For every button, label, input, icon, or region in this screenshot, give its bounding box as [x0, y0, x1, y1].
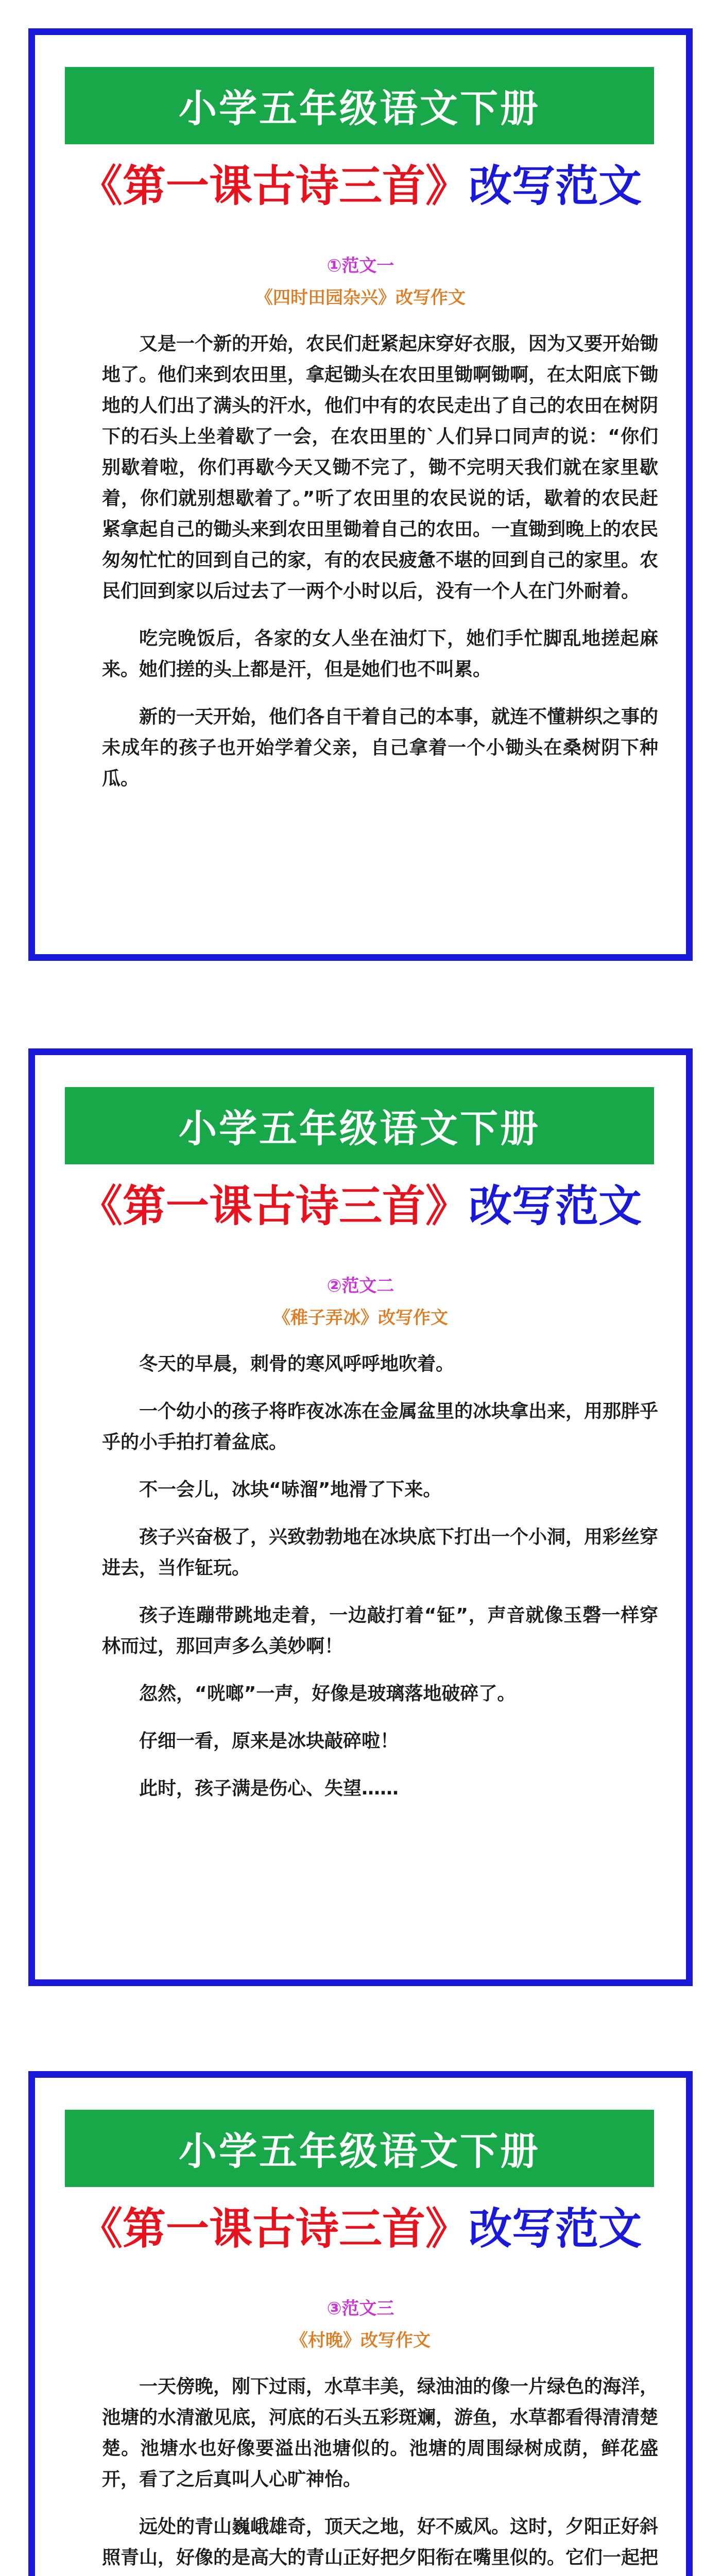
section-label: ③范文三 — [327, 2298, 394, 2319]
section-label: ②范文二 — [327, 1276, 394, 1296]
subtitle-essay: 改写范文 — [469, 161, 642, 211]
main-title: 小学五年级语文下册 — [179, 87, 540, 131]
paragraph: 忽然，“咣啷”一声，好像是玻璃落地破碎了。 — [139, 1683, 516, 1704]
main-title: 小学五年级语文下册 — [179, 2129, 540, 2174]
essay-body — [102, 2371, 658, 2576]
paragraph: 一个幼小的孩子将昨夜冰冻在金属盆里的冰块拿出来，用那胖乎乎的小手拍打着盆底。 — [102, 1401, 659, 1453]
title-banner — [65, 67, 654, 144]
subtitle-lesson: 《第一课古诗三首》 — [79, 161, 469, 211]
paragraph: 一天傍晚，刚下过雨，水草丰美，绿油油的像一片绿色的海洋，池塘的水清澈见底，河底的石头五彩斑斓，游鱼，水草都看得清清楚楚。池塘水也好像要溢出池塘似的。池塘的周围绿树成荫，鲜花盛开，看了之后真叫人心旷神怡。 — [102, 2376, 659, 2490]
essay-card-1 — [28, 28, 693, 961]
essay-card-3 — [28, 2071, 693, 2576]
paragraph: 吃完晚饭后，各家的女人坐在油灯下，她们手忙脚乱地搓起麻来。她们搓的头上都是汗，但是她们也不叫累。 — [102, 628, 658, 680]
paragraph: 仔细一看，原来是冰块敲碎啦！ — [139, 1731, 399, 1752]
essay-body — [102, 329, 658, 811]
paragraph: 不一会儿，冰块“哧溜”地滑了下来。 — [139, 1479, 442, 1500]
paragraph: 此时，孩子满是伤心、失望…… — [139, 1778, 399, 1799]
subtitle-lesson: 《第一课古诗三首》 — [79, 2204, 469, 2254]
paragraph: 孩子兴奋极了，兴致勃勃地在冰块底下打出一个小洞，用彩丝穿进去，当作钲玩。 — [102, 1527, 659, 1579]
subtitle-essay: 改写范文 — [469, 1181, 642, 1231]
subtitle — [35, 2200, 686, 2257]
title-banner — [65, 1087, 654, 1164]
title-banner — [65, 2110, 654, 2187]
essay-card-2 — [28, 1048, 693, 1986]
essay-body — [102, 1349, 658, 1821]
section-label: ①范文一 — [327, 256, 394, 276]
article-title: 《稚子弄冰》改写作文 — [273, 1308, 448, 1328]
subtitle — [35, 1178, 686, 1234]
paragraph: 新的一天开始，他们各自干着自己的本事，就连不懂耕织之事的未成年的孩子也开始学着父亲，自己拿着一个小锄头在桑树阴下种瓜。 — [102, 706, 659, 789]
paragraph: 又是一个新的开始，农民们赶紧起床穿好衣服，因为又要开始锄地了。他们来到农田里，拿起锄头在农田里锄啊锄啊，在太阳底下锄地的人们出了满头的汗水，他们中有的农民走出了自己的农田在树阴下的石头上坐着歇了一会，在农田里的`人们异口同声的说：“你们别歇着啦，你们再歇今天又锄不完了，锄不完明天我们就在家里歇着，你们就别想歇着了。”听了农田里的农民说的话，歇着的农民赶紧拿起自己的锄头来到农田里锄着自己的农田。一直锄到晚上的农民匆匆忙忙的回到自己的家，有的农民疲惫不堪的回到自己的家里。农民们回到家以后过去了一两个小时以后，没有一个人在门外耐着。 — [102, 333, 659, 602]
article-title: 《四时田园杂兴》改写作文 — [255, 287, 466, 308]
subtitle-essay: 改写范文 — [469, 2204, 642, 2254]
main-title: 小学五年级语文下册 — [179, 1107, 540, 1151]
paragraph: 远处的青山巍峨雄奇，顶天之地，好不威风。这时，夕阳正好斜照青山，好像的是高大的青山正好把夕阳衔在嘴里似的。它们一起把 — [102, 2516, 659, 2568]
subtitle-lesson: 《第一课古诗三首》 — [79, 1181, 469, 1231]
article-title: 《村晚》改写作文 — [290, 2330, 431, 2351]
paragraph: 孩子连蹦带跳地走着，一边敲打着“钲”，声音就像玉磬一样穿林而过，那回声多么美妙啊！ — [102, 1605, 658, 1657]
paragraph: 冬天的早晨，刺骨的寒风呼呼地吹着。 — [139, 1353, 455, 1375]
subtitle — [35, 158, 686, 214]
